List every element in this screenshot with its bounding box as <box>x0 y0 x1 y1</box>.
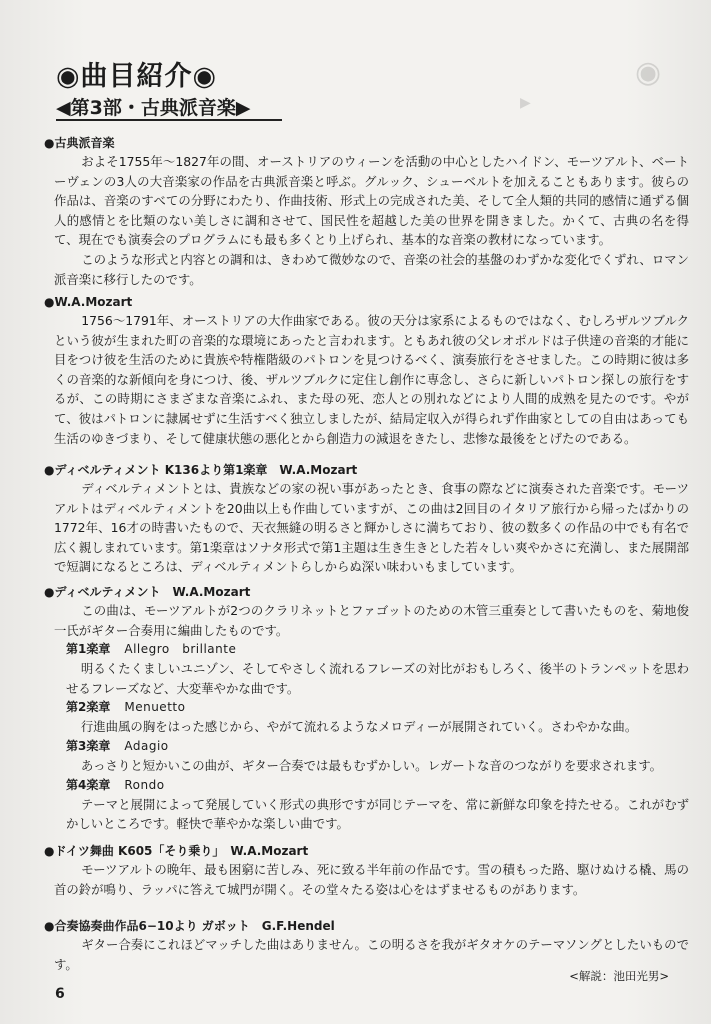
movement-1 <box>44 640 689 698</box>
section-paragraph: 1756〜1791年、オーストリアの大作曲家である。彼の天分は家系によるものではなく、むしろザルツブルクという彼が生まれた町の音楽的な環境にあったと言われます。ともあれ彼の父レオポルドは子供達の音楽的才能に目をつけ彼を生活のために貴族や特権階級のパトロンを見つけるべく、演奏旅行をさせました。この時期に彼は多くの音楽的な新傾向を身につけ、後、ザルツブルクに定住し創作に専念し、さらに新しいパトロン探しの旅行をするが、この時期にさまざまな音楽にふれ、また母の死、恋人との別れなどにより人間的成熟を見たのです。やがて、彼はパトロンに隷属せずに生活すべく独立しましたが、結局定収入が得られず作曲家としての自由はあっても生活のゆきづまり、そして健康状態の悪化とから創造力の減退をきたし、悲惨な最後をとげたのである。 <box>54 313 689 446</box>
section-paragraph: ギター合奏にこれほどマッチした曲はありません。この明るさを我がギタオケのテーマソングとしたいものです。 <box>54 937 689 972</box>
section-heading: ●古典派音楽 <box>44 136 115 150</box>
movement-description: あっさりと短かいこの曲が、ギター合奏では最もむずかしい。レガートな音のつながりを要求されます。 <box>80 757 662 773</box>
movement-heading <box>44 776 689 795</box>
movement-2 <box>44 698 689 737</box>
section-paragraph: モーツアルトの晩年、最も困窮に苦しみ、死に致る半年前の作品です。雪の積もった路、駆けぬける橇、馬の首の鈴が鳴り、ラッパに答えて城門が開く。その堂々たる姿は心をはずませるものがあります。 <box>54 862 689 897</box>
movement-description: テーマと展開によって発展していく形式の典形ですが同じテーマを、常に新鮮な印象を持たせる。これがむずかしいところです。軽快で華やかな楽しい曲です。 <box>66 796 689 832</box>
section-heading: ●ディベルティメント K136より第1楽章 W.A.Mozart <box>44 463 358 477</box>
section-paragraph: このような形式と内容との調和は、きわめて微妙なので、音楽の社会的基盤のわずかな変化でくずれ、ロマン派音楽に移行したのです。 <box>54 251 689 287</box>
movement-name: Menuetto <box>124 700 186 715</box>
section-mozart-biography <box>44 293 689 448</box>
movement-name: Allegro brillante <box>124 642 237 657</box>
movement-description: 行進曲風の胸をはった感じから、やがて流れるようなメロディーが展開されていく。さわやかな曲。 <box>80 719 638 735</box>
section-classical-music <box>44 134 689 289</box>
section-heading: ●ディベルティメント W.A.Mozart <box>44 585 251 599</box>
show-through-title: ◉ <box>635 55 662 90</box>
movement-name: Rondo <box>124 777 165 792</box>
page-title: ◉曲目紹介◉ <box>56 61 218 92</box>
movement-3 <box>44 737 689 776</box>
movement-name: Adagio <box>124 738 169 753</box>
section-gavotte <box>44 917 689 984</box>
show-through-subtitle: ▶ <box>520 95 531 111</box>
movement-4 <box>44 776 689 834</box>
section-paragraph: この曲は、モーツアルトが2つのクラリネットとファゴットのための木管三重奏として書いたものを、菊地俊一氏がギター合奏用に編曲したものです。 <box>54 603 689 638</box>
commentary-credit: <解説：池田光男> <box>569 969 669 984</box>
section-heading: ●ドイツ舞曲 K605「そり乗り」 W.A.Mozart <box>44 844 309 858</box>
movement-label: 第2楽章 <box>66 700 111 715</box>
movement-label: 第4楽章 <box>66 777 111 792</box>
section-paragraph: およそ1755年〜1827年の間、オーストリアのウィーンを活動の中心としたハイドン、モーツアルト、ベートーヴェンの3人の大音楽家の作品を古典派音楽と呼ぶ。グルック、シューベルトを加えることもあります。彼らの作品は、音楽のすべての分野にわたり、作曲技術、形式上の完成された美、そして全人類的共同的感情に通ずる個人的感情とを比類のない美しさに調和させて、国民性を超越した美の世界を開きました。かくて、古典の名を得て、現在でも演奏会のプログラムにも最も多くとり上げられ、基本的な音楽の教材になっています。 <box>54 154 689 248</box>
section-divertimento-k136 <box>44 461 689 577</box>
movement-heading <box>44 698 689 717</box>
movement-heading <box>44 737 689 756</box>
section-divertimento <box>44 583 689 834</box>
page-number: 6 <box>55 986 65 1002</box>
movement-description: 明るくたくましいユニゾン、そしてやさしく流れるフレーズの対比がおもしろく、後半のトランペットを思わせるフレーズなど、大変華やかな曲です。 <box>66 661 689 696</box>
section-heading: ●W.A.Mozart <box>44 295 133 309</box>
movement-label: 第3楽章 <box>66 738 111 753</box>
section-german-dance-k605 <box>44 842 689 899</box>
section-heading: ●合奏協奏曲作品6−10より ガボット G.F.Hendel <box>44 919 335 933</box>
part-subtitle: ◀第3部・古典派音楽▶ <box>56 93 282 121</box>
section-paragraph: ディベルティメントとは、貴族などの家の祝い事があったとき、食事の際などに演奏された音楽です。モーツアルトはディベルティメントを20曲以上も作曲していますが、この曲は2回目のイタリア旅行から帰ったばかりの1772年、16才の時書いたもので、天衣無縫の明るさと輝かしさに満ちており、彼の数多くの作品の中でも有名で広く親しまれています。第1楽章はソナタ形式で第1主題は生き生きとした若々しい爽やかさに充満し、また展開部で短調になるところは、ディベルティメントらしからぬ深い味わいもましています。 <box>54 481 689 575</box>
movement-label: 第1楽章 <box>66 642 111 657</box>
movement-heading <box>44 640 689 659</box>
